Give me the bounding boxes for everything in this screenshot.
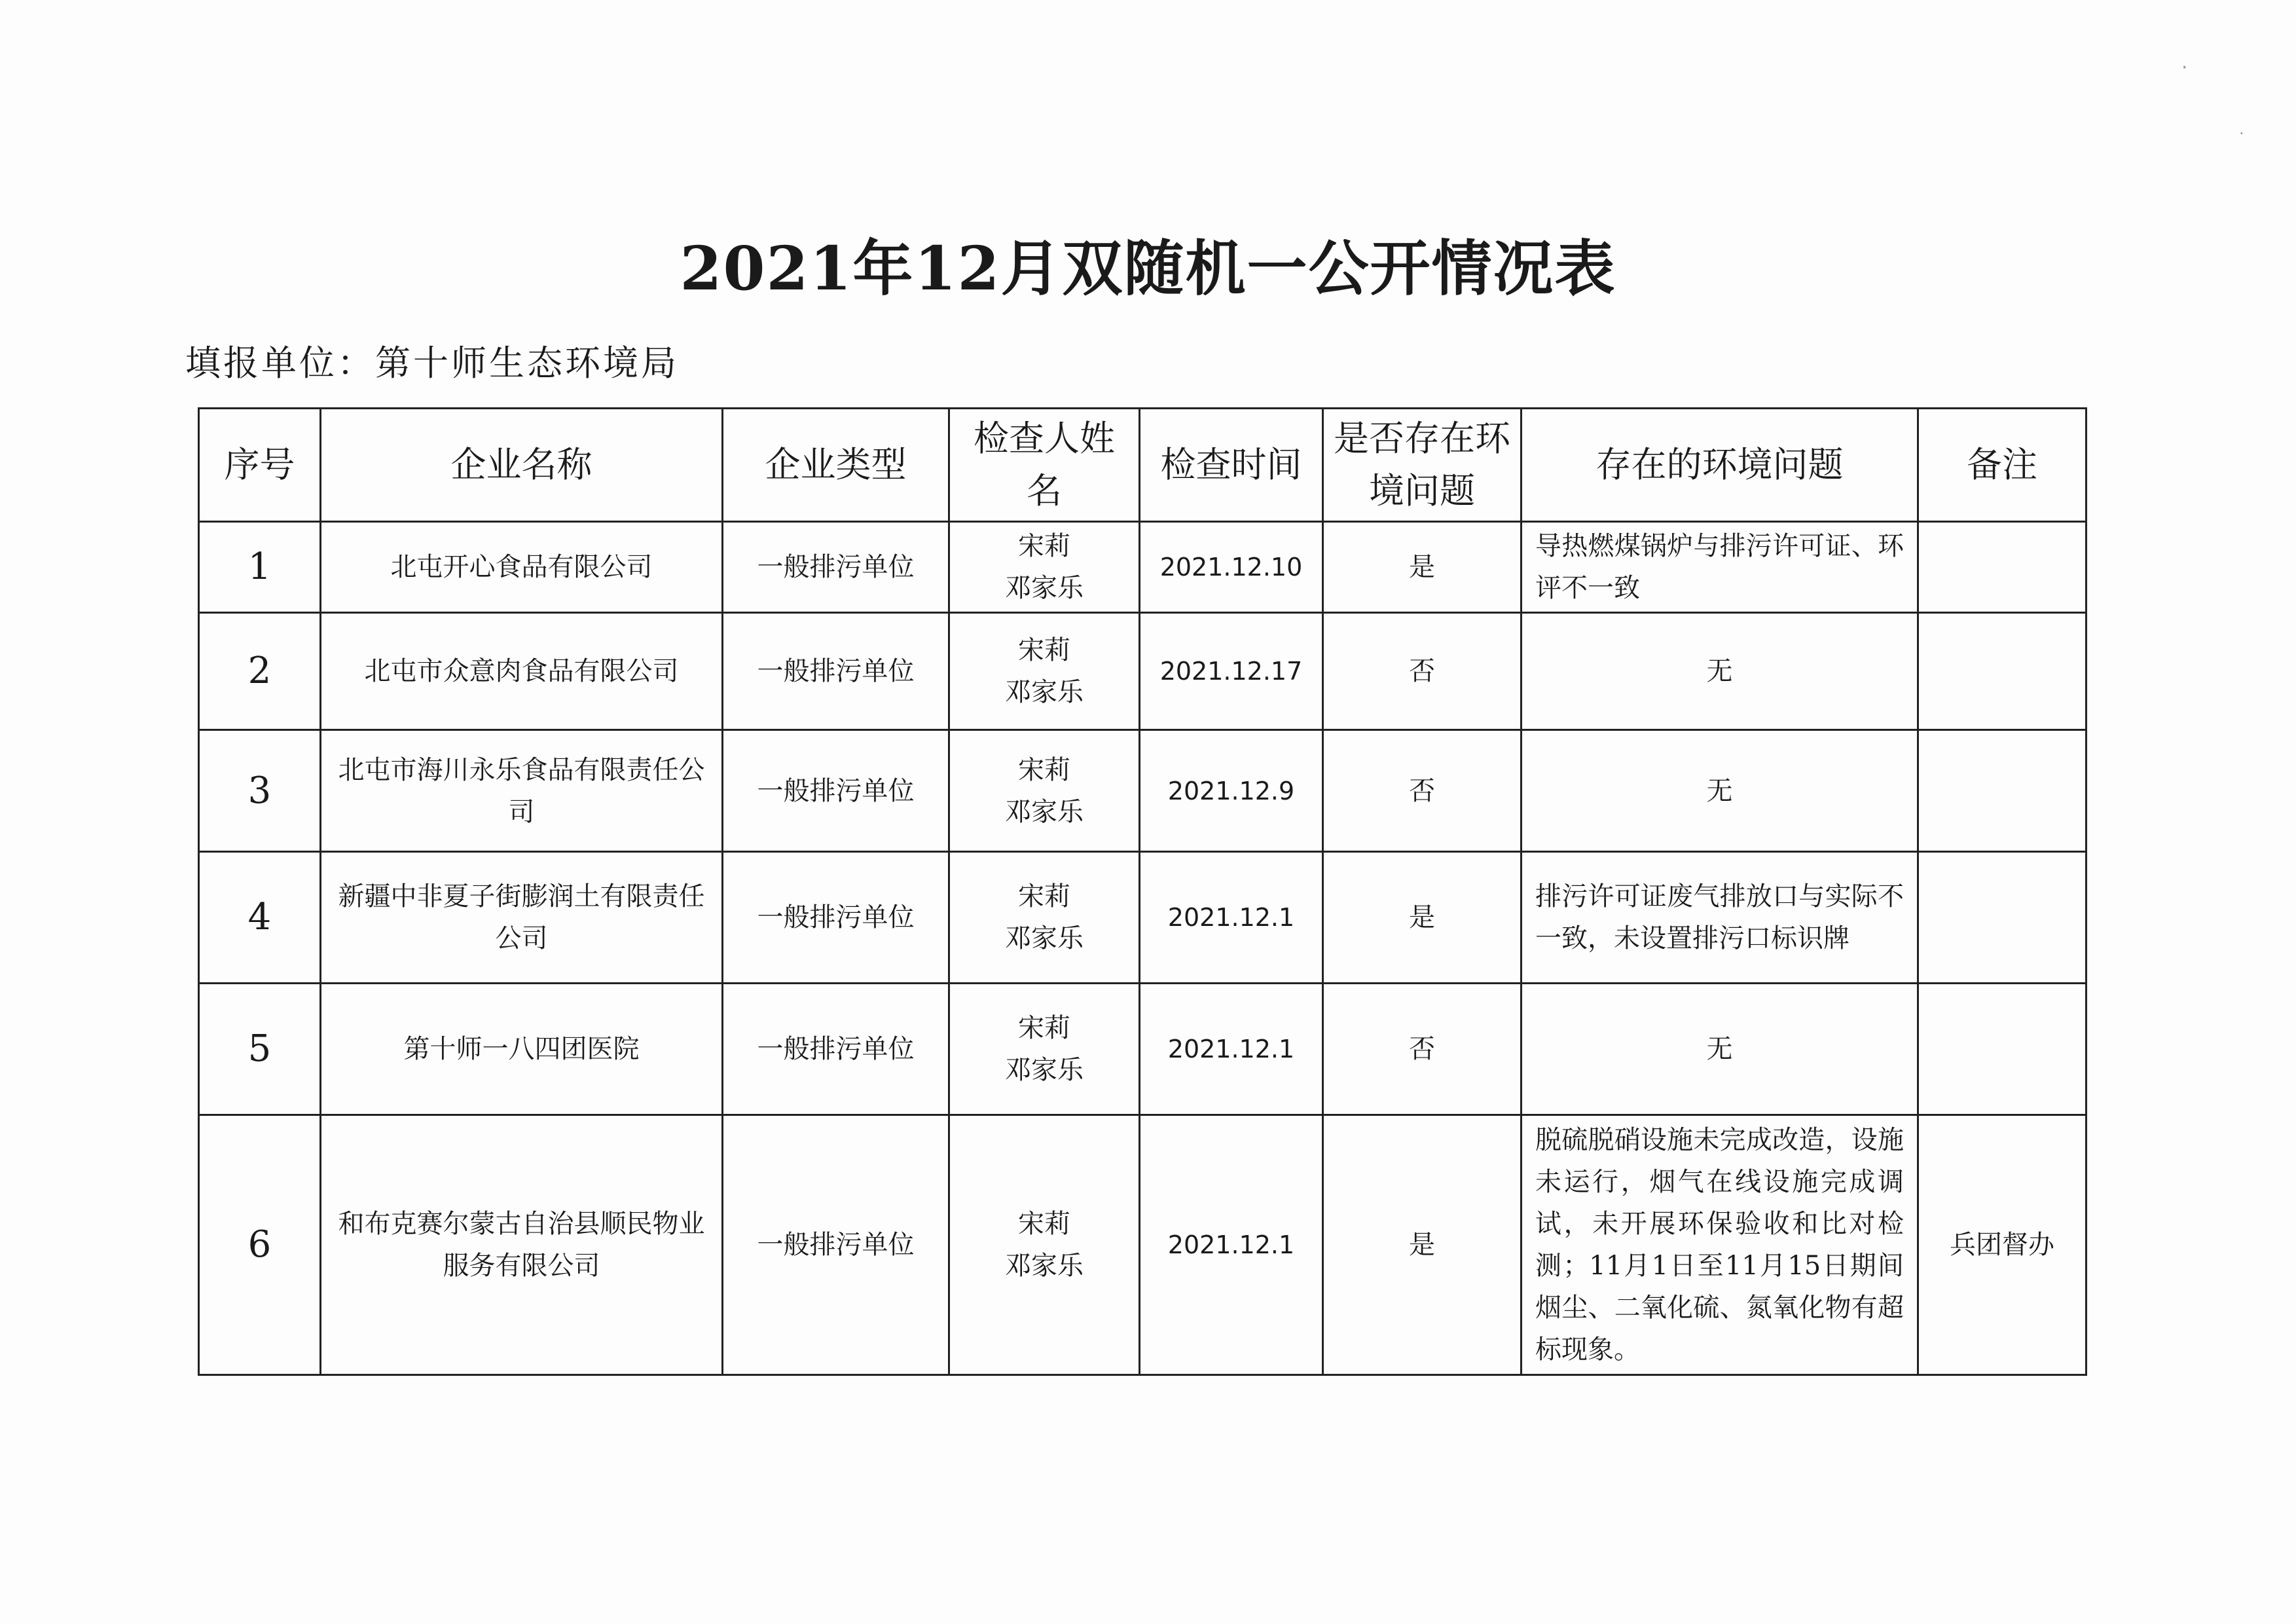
company-type: 一般排污单位 [723, 984, 949, 1115]
issue-description: 无 [1522, 730, 1918, 852]
inspection-date: 2021.12.1 [1140, 852, 1323, 984]
table-header-row [199, 409, 2086, 522]
header-index: 序号 [199, 409, 321, 522]
inspector-names [949, 852, 1140, 984]
company-name: 第十师一八四团医院 [321, 984, 723, 1115]
issue-description: 无 [1522, 984, 1918, 1115]
company-type: 一般排污单位 [723, 1115, 949, 1375]
header-inspector: 检查人姓名 [949, 409, 1140, 522]
inspector-2: 邓家乐 [1005, 1055, 1084, 1085]
inspector-2: 邓家乐 [1005, 796, 1084, 827]
inspector-1: 宋莉 [1018, 531, 1070, 561]
row-index: 6 [199, 1115, 321, 1375]
inspection-date: 2021.12.10 [1140, 522, 1323, 613]
table-row [199, 1115, 2086, 1375]
has-issue: 是 [1323, 522, 1522, 613]
row-index: 3 [199, 730, 321, 852]
inspector-2: 邓家乐 [1005, 573, 1084, 603]
scan-speck-mark: · [2239, 124, 2244, 143]
header-issue: 存在的环境问题 [1522, 409, 1918, 522]
has-issue: 否 [1323, 730, 1522, 852]
inspector-names [949, 522, 1140, 613]
company-name: 北屯开心食品有限公司 [321, 522, 723, 613]
header-date: 检查时间 [1140, 409, 1323, 522]
reporting-unit: 填报单位：第十师生态环境局 [185, 342, 679, 384]
inspector-names [949, 730, 1140, 852]
table-row [199, 522, 2086, 613]
header-note: 备注 [1918, 409, 2086, 522]
row-index: 1 [199, 522, 321, 613]
has-issue: 是 [1323, 852, 1522, 984]
issue-description: 导热燃煤锅炉与排污许可证、环评不一致 [1522, 522, 1918, 613]
document-title: 2021年12月双随机一公开情况表 [680, 233, 1616, 304]
issue-description: 无 [1522, 613, 1918, 730]
header-has-issue: 是否存在环境问题 [1323, 409, 1522, 522]
inspection-date: 2021.12.1 [1140, 984, 1323, 1115]
company-type: 一般排污单位 [723, 613, 949, 730]
company-type: 一般排污单位 [723, 852, 949, 984]
inspector-2: 邓家乐 [1005, 1251, 1084, 1281]
company-type: 一般排污单位 [723, 522, 949, 613]
table-row [199, 613, 2086, 730]
note [1918, 730, 2086, 852]
table-row [199, 730, 2086, 852]
inspector-names [949, 1115, 1140, 1375]
note [1918, 984, 2086, 1115]
issue-description: 脱硫脱硝设施未完成改造，设施未运行，烟气在线设施完成调试，未开展环保验收和比对检测；11月1日至11月15日期间烟尘、二氧化硫、氮氧化物有超标现象。 [1522, 1115, 1918, 1375]
issue-description: 排污许可证废气排放口与实际不一致，未设置排污口标识牌 [1522, 852, 1918, 984]
inspector-1: 宋莉 [1018, 881, 1070, 912]
note [1918, 522, 2086, 613]
company-type: 一般排污单位 [723, 730, 949, 852]
header-company-type: 企业类型 [723, 409, 949, 522]
has-issue: 否 [1323, 984, 1522, 1115]
inspector-2: 邓家乐 [1005, 923, 1084, 953]
header-company-name: 企业名称 [321, 409, 723, 522]
inspector-1: 宋莉 [1018, 635, 1070, 665]
has-issue: 否 [1323, 613, 1522, 730]
scan-speck-mark: · [2181, 56, 2188, 79]
has-issue: 是 [1323, 1115, 1522, 1375]
row-index: 2 [199, 613, 321, 730]
row-index: 5 [199, 984, 321, 1115]
inspection-date: 2021.12.17 [1140, 613, 1323, 730]
row-index: 4 [199, 852, 321, 984]
inspection-table [198, 407, 2087, 1376]
company-name: 北屯市众意肉食品有限公司 [321, 613, 723, 730]
company-name: 和布克赛尔蒙古自治县顺民物业服务有限公司 [321, 1115, 723, 1375]
note [1918, 613, 2086, 730]
table-row [199, 984, 2086, 1115]
inspection-date: 2021.12.9 [1140, 730, 1323, 852]
inspector-names [949, 984, 1140, 1115]
table-row [199, 852, 2086, 984]
inspector-1: 宋莉 [1018, 1209, 1070, 1239]
inspection-date: 2021.12.1 [1140, 1115, 1323, 1375]
inspector-1: 宋莉 [1018, 1013, 1070, 1043]
company-name: 新疆中非夏子街膨润土有限责任公司 [321, 852, 723, 984]
inspector-2: 邓家乐 [1005, 677, 1084, 707]
note [1918, 852, 2086, 984]
inspector-1: 宋莉 [1018, 754, 1070, 785]
company-name: 北屯市海川永乐食品有限责任公司 [321, 730, 723, 852]
note: 兵团督办 [1918, 1115, 2086, 1375]
inspector-names [949, 613, 1140, 730]
